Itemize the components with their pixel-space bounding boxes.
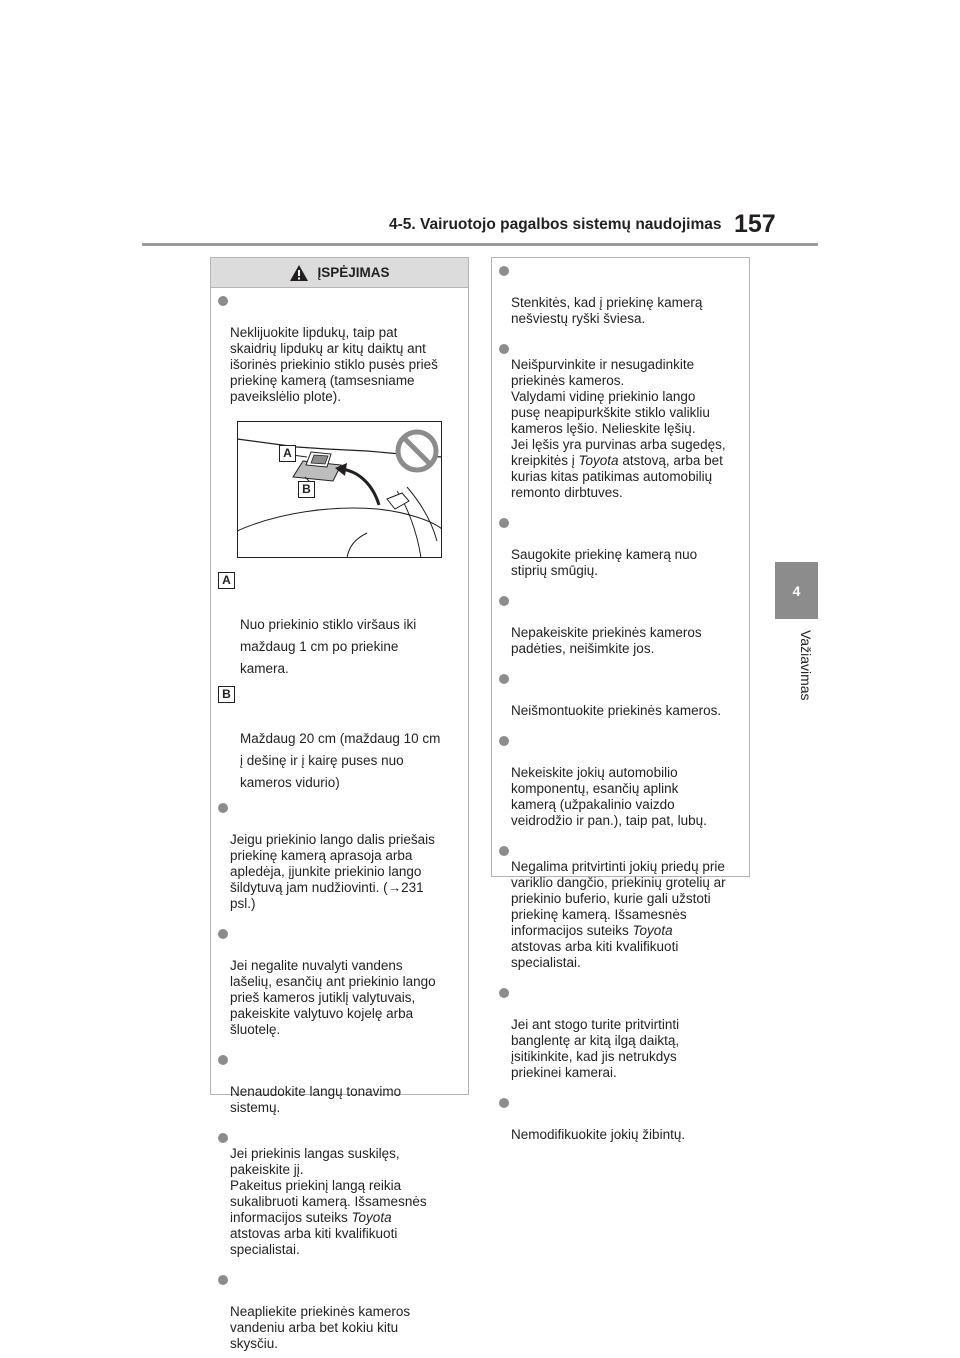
list-item-text: Jeigu priekinio lango dalis priešais priekinę kamerą aprasoja arba apledėja, įjunkite priekinio lango šildytuvą jam nudžiovinti. (→231 psl.) (230, 832, 435, 911)
caption-a (218, 570, 458, 680)
bullet-icon (499, 596, 509, 606)
bullet-icon (499, 674, 509, 684)
bullet-icon (499, 988, 509, 998)
warning-box-right (491, 257, 750, 1142)
camera-area-illustration (237, 421, 442, 558)
caption-text: Maždaug 20 cm (maždaug 10 cm į dešinę ir į kairę puses nuo kameros vidurio) (240, 731, 441, 790)
chapter-tab-number: 4 (775, 562, 818, 619)
bullet-icon (218, 929, 228, 939)
bullet-icon (499, 266, 509, 276)
list-item-text: Nekeiskite jokių automobilio komponentų, esančių aplink kamerą (užpakalinio vaizdo veidrodžio ir pan.), taip pat, lubų. (511, 765, 707, 828)
list-item-text: Neapliekite priekinės kameros vandeniu arba bet kokiu kitu skysčiu. (230, 1304, 411, 1351)
list-item (494, 515, 739, 579)
chapter-tab-label: Važiavimas (798, 630, 814, 701)
list-item (494, 671, 739, 719)
bullet-icon (218, 296, 228, 306)
bullet-icon (499, 1098, 509, 1108)
bullet-icon (499, 736, 509, 746)
illustration-label-a: A (279, 445, 296, 462)
brand-name: Toyota (578, 453, 619, 468)
list-item-text: atstovas arba kiti kvalifikuoti specialistai. (230, 1226, 398, 1257)
list-item (213, 293, 458, 405)
bullet-icon (218, 1055, 228, 1065)
page-number: 157 (734, 210, 776, 238)
list-item-text: Jei negalite nuvalyti vandens lašelių, esančių ant priekinio lango prieš kameros jutiklį valytuvais, pakeiskite valytuvo kojelę arba šluotelę. (230, 958, 436, 1037)
list-item (213, 926, 458, 1038)
list-item-text: Jei ant stogo turite pritvirtinti banglentę ar kitą ilgą daiktą, įsitikinkite, kad jis netrukdys priekinei kamerai. (511, 1017, 680, 1080)
bullet-icon (218, 1275, 228, 1285)
list-item-text: Neklijuokite lipdukų, taip pat skaidrių lipdukų ar kitų daiktų ant išorinės priekinio stiklo pusės prieš priekinę kamerą (tamsesniame paveikslėlio plote). (230, 325, 438, 404)
warning-header (211, 258, 468, 288)
caption-letter-a: A (218, 572, 235, 589)
section-title: 4-5. Vairuotojo pagalbos sistemų naudojimas (389, 216, 722, 233)
bullet-icon (499, 344, 509, 354)
list-item-text: Neišmontuokite priekinės kameros. (511, 703, 722, 718)
list-item (494, 985, 739, 1081)
list-item (213, 1130, 458, 1258)
warning-box-left (210, 257, 469, 1351)
illustration-label-b: B (298, 481, 315, 498)
list-item (494, 341, 739, 501)
warning-title: ĮSPĖJIMAS (317, 265, 390, 280)
list-item (213, 1052, 458, 1116)
caption-text: Nuo priekinio stiklo viršaus iki maždaug 1 cm po priekine kamera. (240, 617, 417, 676)
bullet-icon (218, 803, 228, 813)
brand-name: Toyota (351, 1210, 392, 1225)
bullet-icon (499, 846, 509, 856)
list-item-text: Saugokite priekinę kamerą nuo stiprių smūgių. (511, 547, 698, 578)
header-rule (142, 243, 818, 246)
list-item-text: Nepakeiskite priekinės kameros padėties, neišimkite jos. (511, 625, 702, 656)
list-item-text: Jei priekinis langas suskilęs, pakeiskite jį. Pakeitus priekinį langą reikia sukalibruoti kamerą. Išsamesnės informacijos suteiks (230, 1146, 427, 1225)
brand-name: Toyota (632, 923, 673, 938)
list-item (494, 263, 739, 327)
list-item-text: Stenkitės, kad į priekinę kamerą nešviestų ryški šviesa. (511, 295, 703, 326)
list-item-text: atstovą, arba bet kurias kitas patikimas automobilių remonto dirbtuves. (511, 453, 723, 500)
list-item (494, 593, 739, 657)
list-item-text: Negalima pritvirtinti jokių priedų prie variklio dangčio, priekinių grotelių ar priekinio buferio, kurie gali užstoti priekinę kamerą. Išsamesnės informacijos suteiks (511, 859, 726, 938)
bullet-icon (499, 518, 509, 528)
list-item-text: Nemodifikuokite jokių žibintų. (511, 1127, 686, 1142)
caption-b (218, 684, 458, 794)
caption-letter-b: B (218, 686, 235, 703)
list-item (494, 733, 739, 829)
list-item-text: Nenaudokite langų tonavimo sistemų. (230, 1084, 402, 1115)
list-item-text: Neišpurvinkite ir nesugadinkite priekinės kameros. Valydami vidinę priekinio lango pusę neapipurkškite stiklo valikliu kameros lęšio. Nelieskite lęšių. Jei lęšis yra purvinas arba sugedęs, kreipkitės į (511, 357, 726, 468)
list-item-text: atstovas arba kiti kvalifikuoti specialistai. (511, 939, 679, 970)
list-item (213, 800, 458, 912)
list-item (494, 843, 739, 971)
warning-triangle-icon (289, 264, 309, 282)
list-item (494, 1095, 739, 1143)
list-item (213, 1272, 458, 1352)
bullet-icon (218, 1133, 228, 1143)
